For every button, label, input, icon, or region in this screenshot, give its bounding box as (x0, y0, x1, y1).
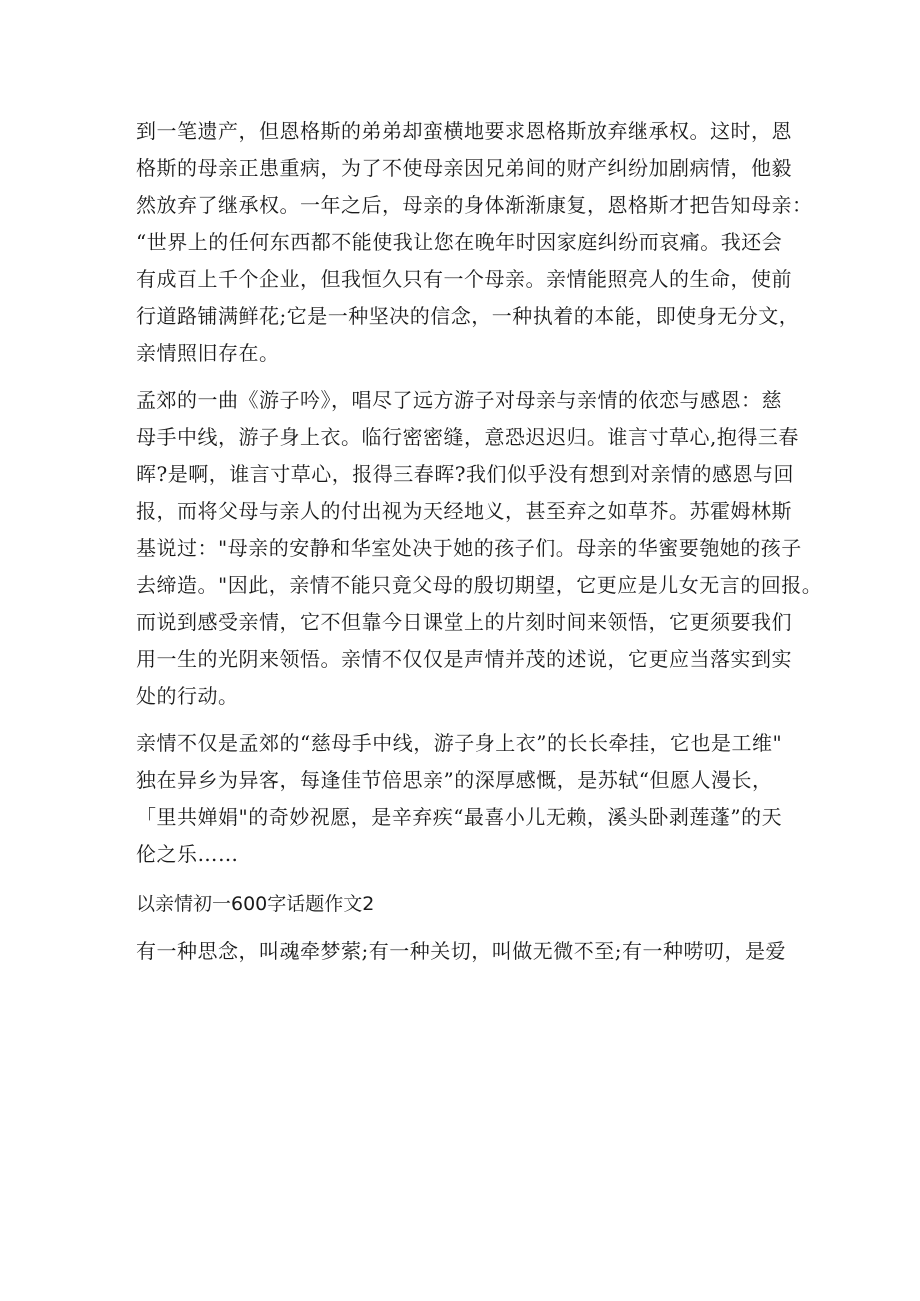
paragraph-line: 独在异乡为异客，每逢佳节倍思亲”的深厚感慨，是苏轼“但愿人漫长， (136, 768, 773, 792)
paragraph-line: 然放弃了继承权。一年之后，母亲的身体渐渐康复，恩格斯才把告知母亲： (136, 193, 813, 217)
paragraph-line: 有成百上千个企业，但我恒久只有一个母亲。亲情能照亮人的生命，使前 (136, 267, 792, 291)
paragraph-1 (136, 113, 813, 372)
paragraph-line: 晖?是啊，谁言寸草心，报得三春晖?我们似乎没有想到对亲情的感恩与回 (136, 462, 794, 486)
paragraph-line: 亲情不仅是孟郊的“慈母手中线，游子身上衣”的长长牵挂，它也是工维" (136, 731, 783, 755)
paragraph-4 (136, 933, 786, 970)
paragraph-line: 伦之乐…… (136, 842, 239, 866)
paragraph-line: 到一笔遗产，但恩格斯的弟弟却蛮横地要求恩格斯放弃继承权。这时，恩 (136, 119, 792, 143)
paragraph-line: 「里共婵娟"的奇妙祝愿，是辛弃疾“最喜小儿无赖，溪头卧剥莲蓬”的天 (136, 805, 783, 829)
paragraph-3 (136, 725, 786, 873)
paragraph-line: 孟郊的一曲《游子吟》，唱尽了远方游子对母亲与亲情的依恋与感恩：慈 (136, 388, 782, 412)
paragraph-line: 报，而将父母与亲人的付出视为天经地义，甚至弃之如草芥。苏霍姆林斯 (136, 499, 792, 523)
paragraph-line: 而说到感受亲情，它不但靠今日课堂上的片刻时间来领悟，它更须要我们 (136, 610, 792, 634)
section-heading: 以亲情初一600字话题作文2 (136, 893, 375, 915)
paragraph-line: 亲情照旧存在。 (136, 341, 280, 365)
paragraph-line: 基说过："母亲的安静和华室处决于她的孩子们。母亲的华蜜要匏她的孩子 (136, 536, 802, 560)
paragraph-line: 行道路铺满鲜花;它是一种坚决的信念，一种执着的本能，即使身无分文， (136, 304, 800, 328)
paragraph-line: 处的行动。 (136, 684, 239, 708)
paragraph-line: 母手中线，游子身上衣。临行密密缝，意恐迟迟归。谁言寸草心,抱得三春 (136, 425, 799, 449)
paragraph-line: 用一生的光阴来领悟。亲情不仅仅是声情并茂的述说，它更应当落实到实 (136, 647, 792, 671)
paragraph-line: 去缔造。"因此，亲情不能只竟父母的殷切期望，它更应是儿女无言的回报。 (136, 573, 823, 597)
paragraph-line: “世界上的任何东西都不能使我让您在晚年时因家庭纠纷而哀痛。我还会 (136, 230, 783, 254)
paragraph-2 (136, 382, 823, 715)
paragraph-line: 格斯的母亲正患重病，为了不使母亲因兄弟间的财产纠纷加剧病情，他毅 (136, 156, 792, 180)
document-body (136, 113, 823, 970)
paragraph-line: 有一种思念，叫魂牵梦萦;有一种关切，叫做无微不至;有一种唠叨，是爱 (136, 939, 786, 963)
